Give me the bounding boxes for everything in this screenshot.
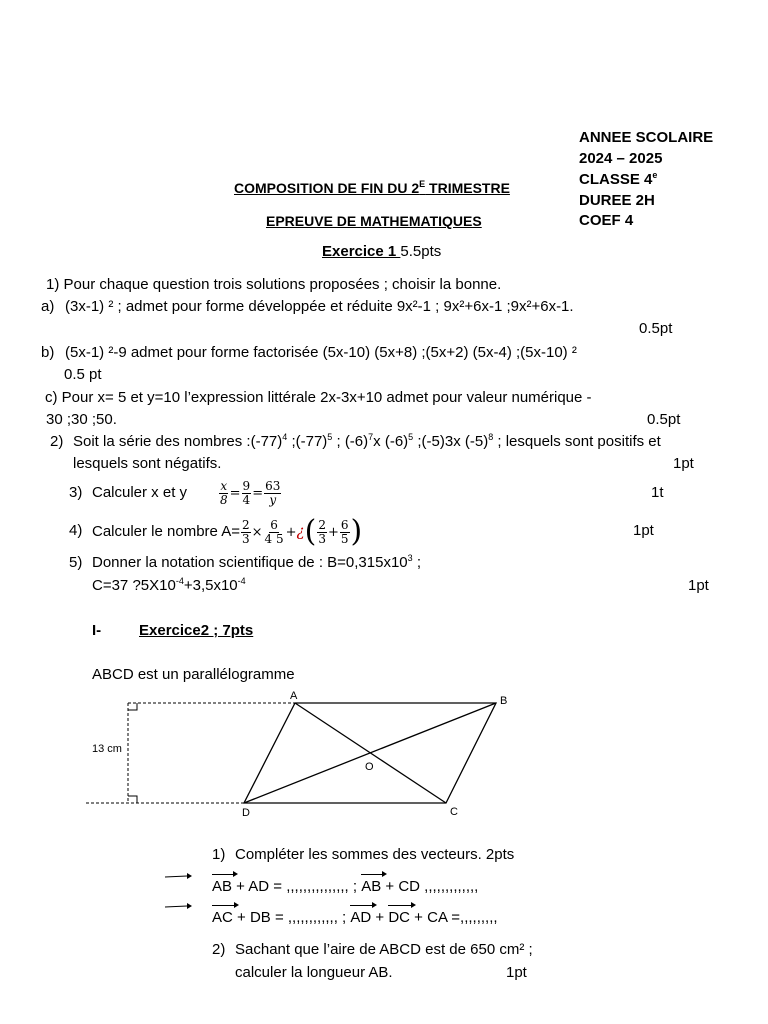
class-label: CLASSE 4e	[579, 170, 658, 188]
ex1-q2-points: 1pt	[673, 455, 694, 472]
ex1-qb-label: b)	[41, 344, 55, 361]
height-label: 13 cm	[92, 743, 122, 755]
ex1-q3-points: 1t	[651, 484, 664, 501]
ex1-q2-line1: Soit la série des nombres $:(-77)^4$ $;(-77)^5$ ; $(-6)^7x$ $(-6)^5$ ;(-5)3x $(-5)^8$ ; lesquels sont positifs et	[73, 432, 661, 450]
school-year: 2024 – 2025	[579, 150, 663, 167]
center-label-o: O	[365, 761, 374, 773]
ex2-intro: ABCD est un parallélogramme	[92, 666, 295, 683]
ex2-q1: Compléter les sommes des vecteurs. 2pts	[235, 846, 515, 863]
ex1-qa-points: 0.5pt	[639, 320, 673, 337]
right-angle-top	[128, 703, 137, 710]
ex1-q5-line2: C=37 $?5X10^{-4}+3,5x10^{-4}$	[92, 576, 246, 594]
ex1-q4-label: 4)	[69, 522, 83, 539]
ex1-q3-text: Calculer x et y	[92, 484, 188, 501]
page-title: COMPOSITION DE FIN DU $2^E$ TRIMESTRE	[234, 179, 510, 196]
ex2-q2-label: 2)	[212, 941, 226, 958]
ex1-q5-line1: Donner la notation scientifique de : $B=0,315x10^3$ ;	[92, 553, 421, 571]
duration: DUREE 2H	[579, 192, 655, 209]
ex1-qc-line1: c) Pour x= 5 et y=10 l’expression littérale 2x-3x+10 admet pour valeur numérique -	[45, 389, 592, 406]
diagonal-bd	[244, 703, 496, 803]
ex2-q2-line2: calculer la longueur AB.	[235, 964, 393, 981]
vertex-label-a: A	[290, 690, 298, 702]
ex2-q2-points: 1pt	[506, 964, 527, 981]
ex2-q2-line1: Sachant que l’aire de ABCD est de 650 cm² ;	[235, 941, 533, 958]
ex1-q4-expression: Calculer le nombre A= $\frac{2}{3}$ × $\frac{6}{4 5}$ +¿( $\frac{2}{3}$ + $\frac{6}{5}$ )	[92, 514, 363, 550]
ex1-q5-label: 5)	[69, 554, 83, 571]
exercise2-heading: Exercice2 ; 7pts	[139, 622, 254, 639]
ex2-vector-line1: AB + AD = ,,,,,,,,,,,,,,, ; AB + CD ,,,,,,,,,,,,,	[212, 878, 479, 895]
ex1-q3-equation: $\frac{x}{8}$ = $\frac{9}{4}$ = $\frac{63}{y}$	[220, 478, 281, 507]
ex1-qc-line2: 30 ;30 ;50.	[46, 411, 117, 428]
ex2-q1-label: 1)	[212, 846, 226, 863]
coef: COEF 4	[579, 212, 634, 229]
exercise1-heading: Exercice 1 5.5pts	[322, 243, 442, 260]
ex1-q2-line2: lesquels sont négatifs.	[73, 455, 222, 472]
ex1-qc-points: 0.5pt	[647, 411, 681, 428]
page-subtitle: EPREUVE DE MATHEMATIQUES	[266, 213, 482, 229]
ex1-q2-label: 2)	[50, 433, 64, 450]
ex1-qa: (3x-1) ² ; admet pour forme développée et réduite 9x²-1 ; 9x²+6x-1 ;9x²+6x-1.	[65, 298, 574, 315]
ex2-vector-line2: AC + DB = ,,,,,,,,,,,, ; AD + DC + CA =,,,,,,,,,	[212, 909, 498, 926]
ex1-qb: (5x-1) ²-9 admet pour forme factorisée (5x-10) (5x+8) ;(5x+2) (5x-4) ;(5x-10) ²	[65, 344, 577, 361]
ex1-qb-points: 0.5 pt	[64, 366, 102, 383]
vector-arrow-icon	[163, 900, 193, 912]
ex1-q1: 1) Pour chaque question trois solutions proposées ; choisir la bonne.	[46, 276, 502, 293]
vector-arrow-icon	[163, 870, 193, 882]
ex1-q5-points: 1pt	[688, 577, 709, 594]
vertex-label-c: C	[450, 806, 458, 818]
vertex-label-d: D	[242, 807, 250, 819]
right-angle-bottom	[128, 796, 137, 803]
ex2-roman-numeral: I-	[92, 622, 102, 639]
vertex-label-b: B	[500, 695, 508, 707]
school-year-label: ANNEE SCOLAIRE	[579, 129, 714, 146]
ex1-q3-label: 3)	[69, 484, 83, 501]
ex1-q4-points: 1pt	[633, 522, 654, 539]
ex1-qa-label: a)	[41, 298, 55, 315]
